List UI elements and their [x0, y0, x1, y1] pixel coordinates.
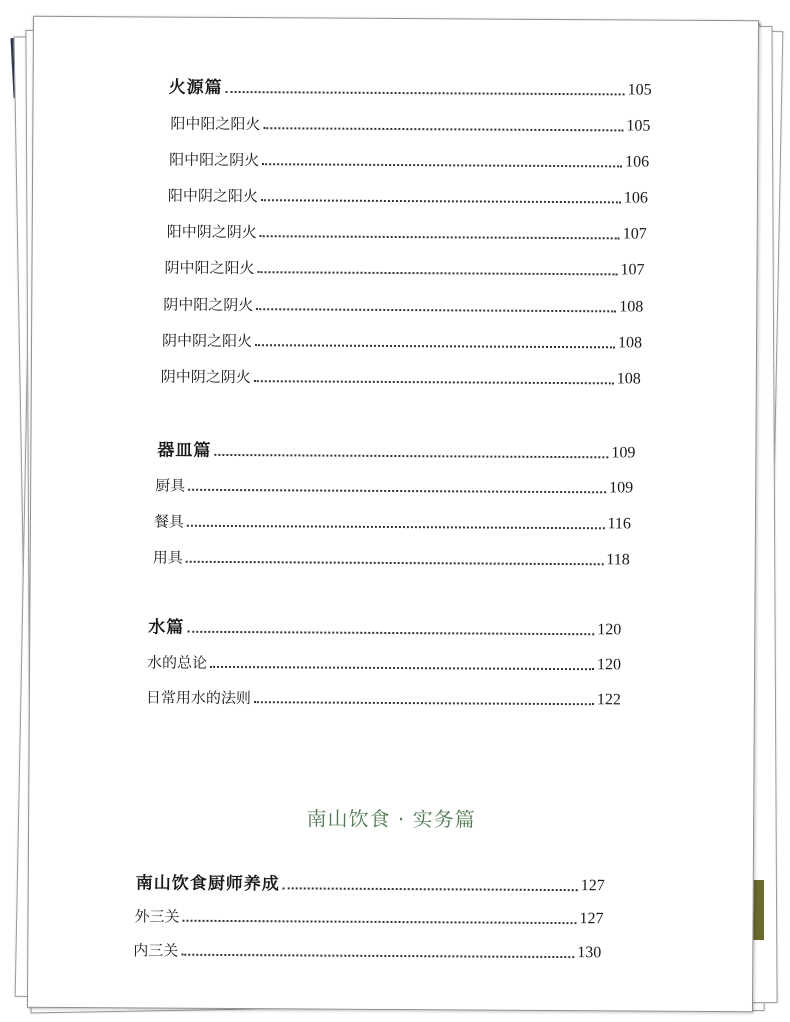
toc-page-number: 109 [609, 479, 634, 497]
leader-dots [186, 560, 604, 566]
toc-heading[interactable] [169, 75, 652, 102]
toc-entry-label: 阴中阴之阳火 [162, 331, 253, 351]
toc-entry-label: 阳中阳之阳火 [170, 114, 261, 134]
leader-dots [260, 234, 620, 239]
toc-entry-label: 用具 [152, 548, 183, 567]
leader-dots [187, 630, 594, 635]
toc-entry[interactable] [163, 292, 643, 319]
toc-entry[interactable] [153, 545, 630, 572]
toc-entry[interactable] [133, 937, 601, 964]
leader-dots [183, 919, 577, 924]
toc-heading-label: 器皿篇 [157, 440, 212, 461]
toc-heading-label: 水篇 [148, 617, 185, 638]
toc-entry-label: 阴中阴之阴火 [160, 367, 251, 387]
toc-page-number: 108 [617, 334, 643, 352]
toc-page-number: 105 [626, 117, 651, 135]
leader-dots [257, 270, 617, 275]
toc-entry-label: 阴中阳之阳火 [164, 258, 255, 278]
toc-entry-label: 厨具 [155, 476, 186, 495]
toc-entry[interactable] [162, 328, 642, 355]
leader-dots [262, 162, 622, 167]
toc-entry[interactable] [146, 684, 621, 711]
leader-dots [214, 453, 608, 458]
leader-dots [226, 90, 625, 95]
toc-page-number: 127 [579, 910, 604, 928]
toc-page [27, 16, 759, 1012]
leader-dots [263, 126, 623, 131]
leader-dots [187, 524, 605, 530]
toc-page-number: 120 [597, 656, 622, 674]
toc-entry-label: 餐具 [153, 512, 185, 531]
leader-dots [254, 700, 594, 705]
toc-heading[interactable] [136, 870, 605, 897]
leader-dots [256, 307, 616, 312]
toc-entry[interactable] [155, 473, 633, 500]
toc-entry-label: 水的总论 [147, 653, 208, 672]
toc-entry-label: 阳中阴之阳火 [167, 186, 259, 206]
toc-page-number: 118 [606, 551, 630, 569]
part-title: 南山饮食 · 实务篇 [306, 806, 476, 832]
leader-dots [188, 488, 606, 494]
toc-entry[interactable] [167, 219, 647, 246]
toc-heading[interactable] [157, 438, 635, 465]
toc-page-number: 108 [619, 298, 644, 316]
leader-dots [181, 953, 574, 958]
toc-entry-label: 阳中阴之阴火 [166, 222, 257, 242]
toc-entry-label: 阴中阳之阴火 [163, 295, 254, 315]
toc-entry[interactable] [169, 147, 649, 174]
leader-dots [210, 665, 594, 670]
toc-page-number: 107 [620, 261, 645, 279]
toc-page-number: 120 [597, 621, 622, 639]
toc-entry[interactable] [161, 364, 641, 391]
leader-dots [254, 379, 614, 384]
toc-entry-label: 日常用水的法则 [145, 688, 251, 708]
toc-page-number: 116 [607, 515, 631, 533]
toc-heading[interactable] [148, 615, 621, 642]
toc-page-number: 127 [580, 877, 605, 895]
toc-page-number: 106 [625, 153, 650, 171]
leader-dots [261, 198, 621, 203]
toc-entry[interactable] [147, 650, 621, 677]
toc-entry[interactable] [170, 111, 650, 138]
toc-page-number: 106 [623, 189, 648, 207]
toc-heading-label: 南山饮食厨师养成 [135, 873, 280, 895]
toc-entry-label: 内三关 [133, 941, 179, 960]
leader-dots [283, 886, 578, 891]
toc-entry[interactable] [134, 903, 603, 930]
toc-page-number: 105 [627, 81, 652, 99]
toc-entry-label: 外三关 [134, 907, 180, 926]
toc-entry[interactable] [154, 509, 631, 536]
toc-heading-label: 火源篇 [168, 77, 223, 98]
toc-page-number: 108 [616, 370, 641, 388]
toc-entry[interactable] [168, 183, 648, 210]
toc-page-number: 122 [596, 691, 621, 709]
leader-dots [255, 343, 615, 348]
toc-page-number: 109 [611, 444, 636, 462]
toc-page-number: 107 [622, 225, 647, 243]
toc-page-number: 130 [577, 944, 602, 962]
toc-entry[interactable] [164, 255, 644, 282]
toc-entry-label: 阳中阳之阴火 [169, 150, 260, 170]
